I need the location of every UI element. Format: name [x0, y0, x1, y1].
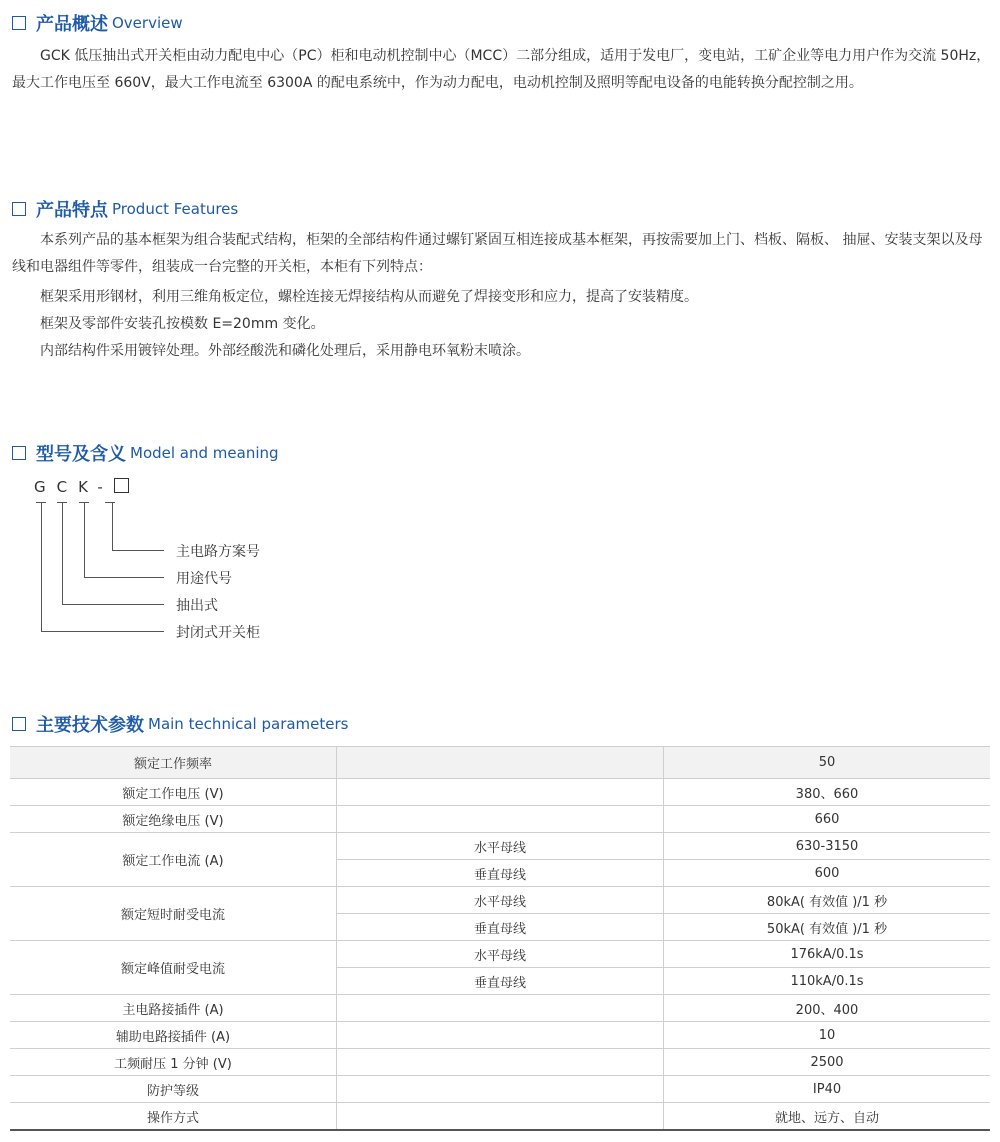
param-value: 80kA( 有效值 )/1 秒: [664, 887, 991, 914]
features-heading: [12, 196, 238, 222]
param-name: 操作方式: [10, 1103, 337, 1131]
param-name: 额定绝缘电压 (V): [10, 806, 337, 833]
param-name: 主电路接插件 (A): [10, 995, 337, 1022]
param-sub: 垂直母线: [337, 860, 664, 887]
param-sub: [337, 1049, 664, 1076]
param-sub: [337, 806, 664, 833]
param-sub: [337, 1103, 664, 1131]
features-intro: 本系列产品的基本框架为组合装配式结构，柜架的全部结构件通过螺钉紧固互相连接成基本框架，再按需要加上门、档板、隔板、 抽屉、安装支架以及母线和电器组件等零件，组装成一台完整的开关柜，本柜有下列特点：: [12, 232, 983, 275]
model-label: 主电路方案号: [176, 544, 260, 560]
param-sub: 水平母线: [337, 887, 664, 914]
param-value: IP40: [664, 1076, 991, 1103]
checkbox-icon: [12, 446, 26, 460]
param-name: 额定工作电流 (A): [10, 833, 337, 887]
param-sub: 垂直母线: [337, 914, 664, 941]
table-row: [10, 1076, 990, 1103]
checkbox-icon: [12, 16, 26, 30]
param-value: 110kA/0.1s: [664, 968, 991, 995]
model-code-text: GCK-: [34, 478, 114, 496]
param-sub: 水平母线: [337, 941, 664, 968]
checkbox-icon: [12, 717, 26, 731]
diagram-line: [112, 502, 113, 550]
param-name: 额定工作电压 (V): [10, 779, 337, 806]
param-value: 630-3150: [664, 833, 991, 860]
model-heading: [12, 440, 279, 466]
param-value: 660: [664, 806, 991, 833]
overview-title-en: Overview: [112, 14, 183, 32]
diagram-line: [62, 502, 63, 604]
model-label: 抽出式: [176, 598, 218, 614]
features-title-en: Product Features: [112, 200, 239, 218]
param-value: 2500: [664, 1049, 991, 1076]
params-table: [10, 746, 990, 1131]
params-title-en: Main technical parameters: [148, 715, 349, 733]
param-name: 额定短时耐受电流: [10, 887, 337, 941]
param-value: 600: [664, 860, 991, 887]
table-row: [10, 1049, 990, 1076]
diagram-line: [41, 502, 42, 631]
diagram-line: [84, 577, 164, 578]
param-sub: 水平母线: [337, 833, 664, 860]
param-sub: [337, 995, 664, 1022]
model-label: 封闭式开关柜: [176, 625, 260, 641]
overview-paragraph: GCK 低压抽出式开关柜由动力配电中心（PC）柜和电动机控制中心（MCC）二部分组成，适用于发电厂，变电站，工矿企业等电力用户作为交流 50Hz，最大工作电压至 660V，最大工作电流至 6300A 的配电系统中，作为动力配电，电动机控制及照明等配电设备的电能转换分配控制之用。: [12, 48, 991, 91]
feature-item: 内部结构件采用镀锌处理。外部经酸洗和磷化处理后，采用静电环氧粉末喷涂。: [40, 343, 530, 359]
features-title-cn: 产品特点: [36, 200, 108, 221]
params-heading: [12, 711, 349, 737]
params-title-cn: 主要技术参数: [36, 715, 144, 736]
param-value: 380、660: [664, 779, 991, 806]
diagram-line: [41, 631, 164, 632]
diagram-tick: [105, 502, 115, 503]
param-value: 50kA( 有效值 )/1 秒: [664, 914, 991, 941]
table-row: [10, 779, 990, 806]
table-row: [10, 747, 990, 779]
table-row: [10, 887, 990, 914]
model-label: 用途代号: [176, 571, 232, 587]
table-row: [10, 1103, 990, 1131]
model-code: [34, 478, 129, 496]
param-sub: [337, 747, 664, 779]
overview-title-cn: 产品概述: [36, 14, 108, 35]
model-title-en: Model and meaning: [130, 444, 279, 462]
table-row: [10, 833, 990, 860]
param-value: 就地、远方、自动: [664, 1103, 991, 1131]
feature-item: 框架采用形钢材，利用三维角板定位，螺栓连接无焊接结构从而避免了焊接变形和应力，提高了安装精度。: [40, 289, 698, 305]
param-sub: 垂直母线: [337, 968, 664, 995]
param-name: 额定峰值耐受电流: [10, 941, 337, 995]
param-name: 额定工作频率: [10, 747, 337, 779]
diagram-line: [84, 502, 85, 577]
param-value: 10: [664, 1022, 991, 1049]
param-value: 50: [664, 747, 991, 779]
table-row: [10, 806, 990, 833]
param-value: 176kA/0.1s: [664, 941, 991, 968]
diagram-line: [112, 550, 164, 551]
overview-heading: [12, 10, 183, 36]
table-row: [10, 941, 990, 968]
model-title-cn: 型号及含义: [36, 444, 126, 465]
checkbox-icon: [12, 202, 26, 216]
param-name: 防护等级: [10, 1076, 337, 1103]
param-name: 工频耐压 1 分钟 (V): [10, 1049, 337, 1076]
param-value: 200、400: [664, 995, 991, 1022]
table-row: [10, 1022, 990, 1049]
param-sub: [337, 1022, 664, 1049]
param-sub: [337, 779, 664, 806]
table-row: [10, 995, 990, 1022]
param-name: 辅助电路接插件 (A): [10, 1022, 337, 1049]
placeholder-box-icon: [114, 478, 129, 493]
diagram-line: [62, 604, 164, 605]
param-sub: [337, 1076, 664, 1103]
feature-item: 框架及零部件安装孔按模数 E=20mm 变化。: [40, 316, 325, 332]
